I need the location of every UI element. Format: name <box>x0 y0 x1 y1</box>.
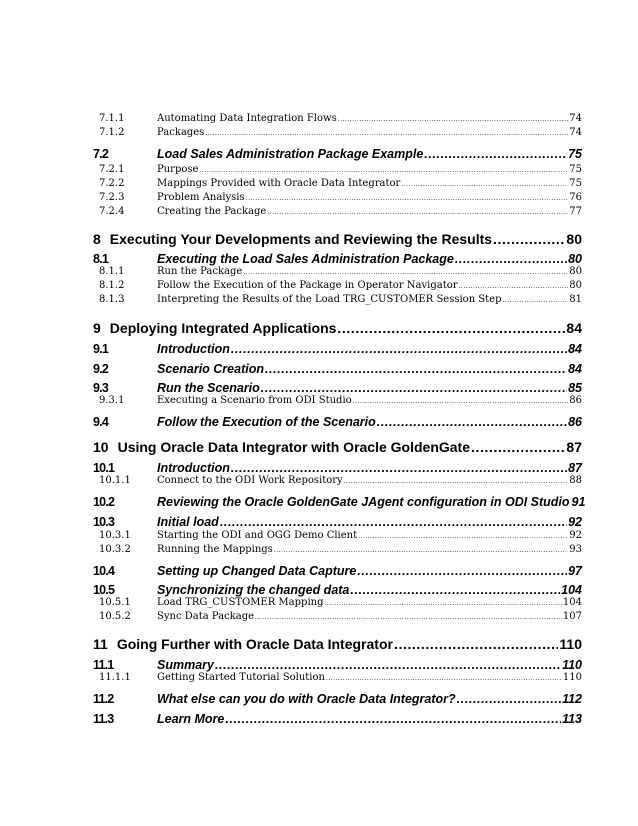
toc-entry-title: Mappings Provided with Oracle Data Integrator <box>157 178 401 189</box>
toc-entry-title: Introduction <box>157 342 230 356</box>
toc-entry[interactable] <box>0 691 638 708</box>
toc-entry-page-number: 88 <box>569 475 582 486</box>
toc-entry-title: Setting up Changed Data Capture <box>157 564 357 578</box>
toc-entry[interactable] <box>0 672 638 685</box>
toc-entry-number: 10 <box>93 439 109 455</box>
toc-entry-number: 8.1.3 <box>99 294 125 305</box>
toc-entry-number: 7.2.3 <box>99 192 125 203</box>
toc-entry-page-number: 74 <box>569 127 582 138</box>
toc-entry-number: 8.1.2 <box>99 280 125 291</box>
toc-dot-leader <box>246 193 569 205</box>
toc-entry-title: Scenario Creation <box>157 362 264 376</box>
toc-entry-page-number: 84 <box>568 362 582 376</box>
toc-entry-number: 7.1.1 <box>99 113 125 124</box>
toc-dot-leader <box>358 531 568 543</box>
toc-entry-page-number: 77 <box>569 206 582 217</box>
toc-dot-leader <box>243 267 568 279</box>
toc-entry-title: Automating Data Integration Flows <box>157 113 337 124</box>
toc-dot-leader <box>471 438 565 456</box>
toc-entry-number: 10.5 <box>93 583 115 597</box>
toc-entry-title: Load Sales Administration Package Example <box>157 147 424 161</box>
toc-entry[interactable] <box>0 514 638 531</box>
toc-dot-leader <box>231 341 567 357</box>
toc-entry-title: Learn More <box>157 712 225 726</box>
toc-entry-title: Reviewing the Oracle GoldenGate JAgent configuration in ODI Studio <box>157 495 570 509</box>
toc-entry-number: 10.5.1 <box>99 597 131 608</box>
toc-entry-number: 10.3.2 <box>99 544 131 555</box>
toc-entry[interactable] <box>0 178 638 191</box>
toc-entry[interactable] <box>0 361 638 378</box>
toc-entry[interactable] <box>0 611 638 624</box>
toc-dot-leader <box>424 146 567 162</box>
toc-entry-number: 11 <box>93 636 108 652</box>
toc-dot-leader <box>267 207 568 219</box>
toc-entry[interactable] <box>0 395 638 408</box>
toc-dot-leader <box>394 635 558 653</box>
toc-entry-title: Synchronizing the changed data <box>157 583 350 597</box>
toc-entry-title: Initial load <box>157 515 219 529</box>
toc-entry-number: 7.1.2 <box>99 127 125 138</box>
toc-entry[interactable] <box>0 563 638 580</box>
toc-entry-number: 9.4 <box>93 415 108 429</box>
toc-entry-page-number: 81 <box>569 294 582 305</box>
toc-dot-leader <box>353 396 569 408</box>
toc-entry-number: 10.2 <box>93 495 115 509</box>
toc-entry-page-number: 104 <box>562 597 582 608</box>
toc-entry-title: Deploying Integrated Applications <box>109 320 337 336</box>
toc-entry-page-number: 110 <box>562 658 582 672</box>
toc-entry[interactable] <box>0 341 638 358</box>
toc-dot-leader <box>225 711 561 727</box>
toc-entry[interactable] <box>0 192 638 205</box>
toc-entry-title: Follow the Execution of the Package in Operator Navigator <box>157 280 458 291</box>
toc-entry-page-number: 87 <box>566 439 582 455</box>
toc-entry-number: 10.5.2 <box>99 611 131 622</box>
toc-entry-page-number: 75 <box>569 164 582 175</box>
toc-dot-leader <box>401 179 568 191</box>
toc-entry-page-number: 75 <box>569 178 582 189</box>
toc-dot-leader <box>215 657 561 673</box>
toc-entry[interactable] <box>0 319 638 338</box>
toc-entry-page-number: 84 <box>566 320 582 336</box>
toc-entry-page-number: 92 <box>569 530 582 541</box>
toc-dot-leader <box>274 545 568 557</box>
toc-entry-number: 9.1 <box>93 342 108 356</box>
toc-entry-number: 10.3 <box>93 515 115 529</box>
toc-entry-number: 7.2.4 <box>99 206 125 217</box>
toc-entry-title: Run the Scenario <box>157 381 260 395</box>
toc-entry-number: 10.1 <box>93 461 115 475</box>
toc-dot-leader <box>265 361 567 377</box>
toc-dot-leader <box>350 582 560 598</box>
toc-dot-leader <box>205 128 568 140</box>
toc-entry[interactable] <box>0 280 638 293</box>
toc-entry-title: Running the Mappings <box>157 544 273 555</box>
toc-entry-title: Connect to the ODI Work Repository <box>157 475 343 486</box>
toc-entry[interactable] <box>0 146 638 163</box>
toc-entry-page-number: 110 <box>562 672 582 683</box>
toc-dot-leader <box>326 673 562 685</box>
toc-entry-number: 7.2.2 <box>99 178 125 189</box>
toc-entry-number: 7.2 <box>93 147 108 161</box>
toc-entry-title: Run the Package <box>157 266 243 277</box>
toc-entry[interactable] <box>0 438 638 457</box>
toc-dot-leader <box>357 563 567 579</box>
toc-entry[interactable] <box>0 294 638 307</box>
toc-entry[interactable] <box>0 530 638 543</box>
toc-entry-number: 8.1.1 <box>99 266 125 277</box>
toc-entry-title: Starting the ODI and OGG Demo Client <box>157 530 358 541</box>
toc-entry-page-number: 86 <box>568 415 582 429</box>
toc-entry-page-number: 80 <box>568 252 582 266</box>
toc-entry-page-number: 76 <box>569 192 582 203</box>
toc-entry-number: 11.1.1 <box>99 672 131 683</box>
toc-entry[interactable] <box>0 414 638 431</box>
toc-entry-title: Executing the Load Sales Administration Package <box>157 252 454 266</box>
toc-dot-leader <box>344 476 569 488</box>
toc-entry-title: Summary <box>157 658 214 672</box>
toc-entry-title: Follow the Execution of the Scenario <box>157 415 376 429</box>
toc-entry-title: Interpreting the Results of the Load TRG_CUSTOMER Session Step <box>157 294 502 305</box>
toc-dot-leader <box>377 414 567 430</box>
toc-entry-number: 7.2.1 <box>99 164 125 175</box>
toc-entry-page-number: 91 <box>571 495 586 509</box>
toc-entry-title: Using Oracle Data Integrator with Oracle GoldenGate <box>117 439 470 455</box>
toc-dot-leader <box>457 691 561 707</box>
toc-entry-title: Purpose <box>157 164 199 175</box>
toc-entry-page-number: 80 <box>569 266 582 277</box>
toc-entry-page-number: 97 <box>568 564 582 578</box>
toc-entry-title: Creating the Package <box>157 206 267 217</box>
toc-entry[interactable] <box>0 635 638 654</box>
toc-entry[interactable] <box>0 494 638 511</box>
toc-entry-number: 10.3.1 <box>99 530 131 541</box>
toc-entry-page-number: 80 <box>566 231 582 247</box>
toc-entry-title: What else can you do with Oracle Data Integrator? <box>157 692 456 706</box>
toc-entry[interactable] <box>0 230 638 249</box>
toc-entry-number: 10.4 <box>93 564 115 578</box>
toc-entry-page-number: 110 <box>559 636 582 652</box>
toc-entry-page-number: 104 <box>561 583 582 597</box>
toc-entry[interactable] <box>0 711 638 728</box>
toc-dot-leader <box>338 114 569 126</box>
toc-entry[interactable] <box>0 206 638 219</box>
toc-entry-number: 9.3.1 <box>99 395 125 406</box>
toc-entry-title: Packages <box>157 127 205 138</box>
toc-entry-page-number: 85 <box>568 381 582 395</box>
toc-dot-leader <box>455 251 567 267</box>
toc-dot-leader <box>493 230 565 248</box>
toc-entry-title: Executing Your Developments and Reviewing the Results <box>109 231 493 247</box>
toc-entry-page-number: 93 <box>569 544 582 555</box>
toc-dot-leader <box>220 514 567 530</box>
toc-entry[interactable] <box>0 544 638 557</box>
toc-entry-title: Going Further with Oracle Data Integrator <box>116 636 393 652</box>
toc-dot-leader <box>324 598 561 610</box>
toc-entry-title: Executing a Scenario from ODI Studio <box>157 395 352 406</box>
toc-entry-number: 10.1.1 <box>99 475 131 486</box>
toc-entry[interactable] <box>0 266 638 279</box>
toc-entry-page-number: 74 <box>569 113 582 124</box>
toc-entry[interactable] <box>0 164 638 177</box>
toc-dot-leader <box>199 165 568 177</box>
toc-entry-page-number: 87 <box>568 461 582 475</box>
toc-entry-title: Problem Analysis <box>157 192 245 203</box>
toc-entry[interactable] <box>0 597 638 610</box>
toc-entry[interactable] <box>0 475 638 488</box>
toc-entry-title: Introduction <box>157 461 230 475</box>
toc-entry-number: 9.3 <box>93 381 108 395</box>
toc-entry-number: 11.3 <box>93 712 114 726</box>
toc-entry-page-number: 80 <box>569 280 582 291</box>
toc-entry-page-number: 92 <box>568 515 582 529</box>
toc-entry-number: 8.1 <box>93 252 108 266</box>
toc-entry[interactable] <box>0 127 638 140</box>
toc-entry[interactable] <box>0 113 638 126</box>
toc-entry-title: Load TRG_CUSTOMER Mapping <box>157 597 324 608</box>
toc-entry-number: 9.2 <box>93 362 108 376</box>
toc-entry-page-number: 86 <box>569 395 582 406</box>
toc-entry-page-number: 75 <box>568 147 582 161</box>
toc-dot-leader <box>337 319 565 337</box>
toc-dot-leader <box>503 295 569 307</box>
toc-entry-page-number: 112 <box>562 692 582 706</box>
toc-dot-leader <box>261 380 567 396</box>
toc-entry-number: 11.1 <box>93 658 114 672</box>
toc-entry-page-number: 84 <box>568 342 582 356</box>
toc-entry-number: 8 <box>93 231 101 247</box>
toc-entry-title: Getting Started Tutorial Solution <box>157 672 325 683</box>
toc-entry-page-number: 113 <box>562 712 582 726</box>
toc-entry-page-number: 107 <box>562 611 582 622</box>
toc-entry-title: Sync Data Package <box>157 611 255 622</box>
toc-dot-leader <box>231 460 567 476</box>
toc-entry-number: 11.2 <box>93 692 114 706</box>
toc-entry-number: 9 <box>93 320 101 336</box>
toc-dot-leader <box>255 612 562 624</box>
toc-dot-leader <box>459 281 569 293</box>
